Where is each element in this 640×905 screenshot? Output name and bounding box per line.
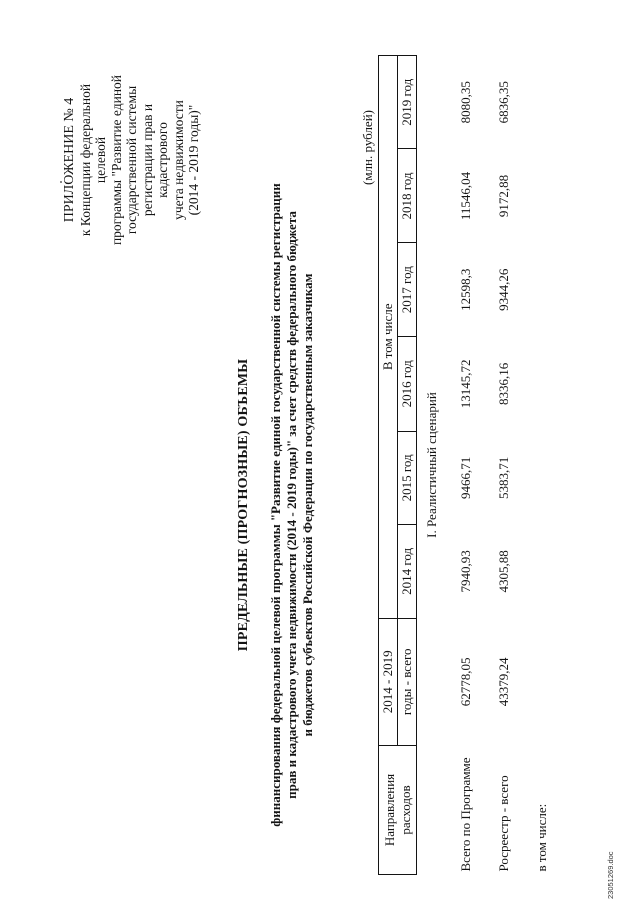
row-value: 8336,16 — [496, 362, 511, 405]
header-row-top — [379, 56, 398, 875]
header-year: 2015 год — [398, 431, 417, 524]
scan-speck — [60, 181, 62, 183]
appendix-header — [62, 65, 202, 255]
header-year: 2014 год — [398, 525, 417, 618]
subtitle-line: и бюджетов субъектов Российской Федерации по государственным заказчикам — [300, 273, 315, 737]
row-value: 13145,72 — [458, 359, 473, 409]
funding-table — [378, 55, 561, 875]
header-total-top: 2014 - 2019 — [379, 618, 398, 745]
including-label: в том числе: — [534, 803, 549, 872]
row-label: Всего по Программе — [458, 757, 473, 872]
header-year: 2018 год — [398, 149, 417, 243]
appendix-number: ПРИЛОЖЕНИЕ № 4 — [62, 97, 77, 223]
header-year: 2016 год — [398, 336, 417, 431]
row-value: 9172,88 — [496, 174, 511, 218]
row-value: 5383,71 — [496, 456, 511, 500]
appendix-line: программы "Развитие единой — [108, 74, 124, 246]
row-value: 9466,71 — [458, 456, 473, 500]
header-total-bottom: годы - всего — [398, 618, 417, 745]
row-label: Росреестр - всего — [496, 775, 511, 872]
row-value: 4305,88 — [496, 550, 511, 593]
row-value: 6836,35 — [496, 81, 511, 124]
header-year: 2017 год — [398, 243, 417, 336]
appendix-line: государственной системы — [124, 85, 139, 235]
header-year: 2019 год — [398, 56, 417, 150]
appendix-line: учета недвижимости — [170, 100, 186, 220]
subtitle-line: финансирования федеральной целевой программы "Развитие единой государственной системы регистрации — [268, 183, 283, 827]
table-row — [447, 56, 485, 875]
row-total: 43379,24 — [496, 657, 511, 707]
table-row — [523, 56, 561, 875]
document-code: 23051269.doc — [606, 851, 615, 899]
section-title: I. Реалистичный сценарий — [424, 392, 439, 538]
row-value: 7940,93 — [458, 550, 473, 593]
row-value: 11546,04 — [458, 171, 473, 221]
page-title: ПРЕДЕЛЬНЫЕ (ПРОГНОЗНЫЕ) ОБЪЕМЫ — [236, 358, 251, 652]
appendix-line: к Концепции федеральной целевой — [77, 83, 108, 237]
header-direction: Направления расходов — [379, 746, 417, 875]
unit-label: (млн. рублей) — [360, 110, 375, 185]
appendix-line: (2014 - 2019 годы)" — [186, 104, 201, 216]
table-row — [485, 56, 523, 875]
appendix-line: регистрации прав и кадастрового — [139, 103, 170, 217]
header-including: В том числе — [379, 56, 398, 619]
page-subtitle — [268, 160, 316, 850]
section-row — [417, 56, 448, 875]
row-value: 9344,26 — [496, 268, 511, 311]
subtitle-line: прав и кадастрового учета недвижимости (2014 - 2019 годы)" за счет средств федерального бюджета — [284, 211, 299, 799]
row-total: 62778,05 — [458, 657, 473, 707]
row-value: 8080,35 — [458, 81, 473, 124]
row-value: 12598,3 — [458, 268, 473, 311]
